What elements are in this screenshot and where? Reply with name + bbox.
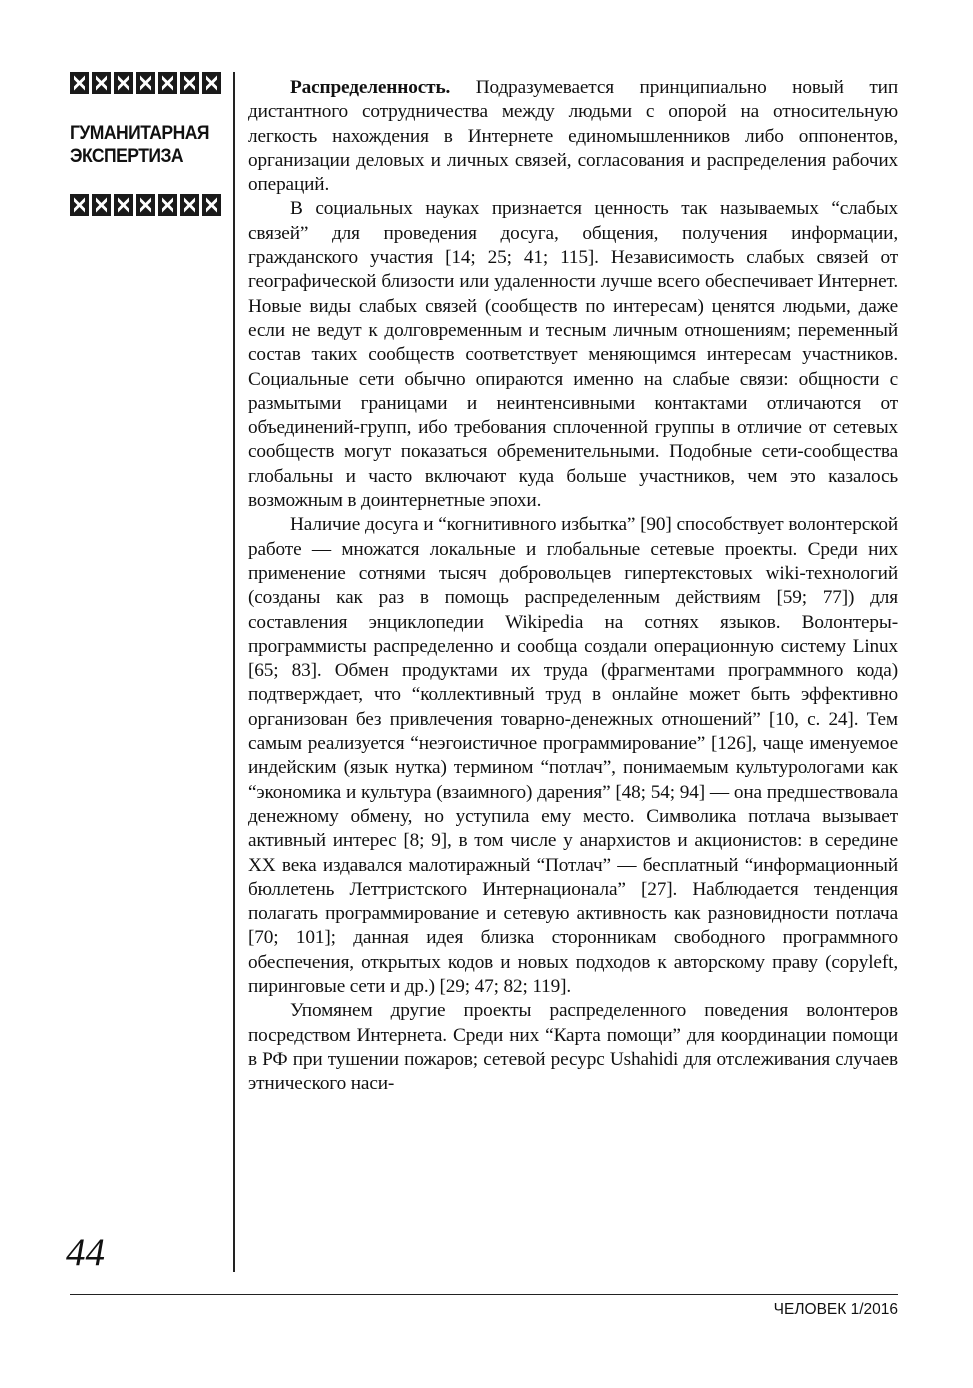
section-title: ГУМАНИТАРНАЯ ЭКСПЕРТИЗА xyxy=(70,122,209,167)
article-body xyxy=(248,76,898,1096)
paragraph-3: Наличие досуга и “когнитивного избытка” [90] способствует волонтерской работе — множатся локальные и глобальные сетевые проекты. Среди них применение сотнями тысяч добровольцев гипертекстовых wiki-технологий (созданы как раз в помощь распределенным действиям [59; 77]) для составления энциклопедии Wikipedia на сотнях языков. Волонтеры-программисты распределенно и сообща создали операционную систему Linux [65; 83]. Обмен продуктами их труда (фрагментами программного кода) подтверждает, что “коллективный труд в онлайне может быть эффективно организован без привлечения товарно-денежных отношений” [10, с. 24]. Тем самым реализуется “неэгоистичное программирование” [126], чаще именуемое индейским (язык нутка) термином “потлач”, понимаемым культурологами как “экономика и культура (взаимного) дарения” [48; 54; 94] — она предшествовала денежному обмену, но уступила ему место. Символика потлача вызывает активный интерес [8; 9], в том числе у анархистов и акционистов: в середине XX века издавался малотиражный “Потлач” — бесплатный “информационный бюллетень Леттристского Интернационала” [27]. Наблюдается тенденция полагать программирование и сетевую активность как разновидности потлача [70; 101]; данная идея близка сторонникам свободного программного обеспечения, открытых кодов и новых подходов к авторскому праву (copyleft, пиринговые сети и др.) [29; 47; 82; 119]. xyxy=(248,514,898,997)
page-number: 44 xyxy=(66,1231,105,1274)
ornament-bottom xyxy=(70,194,225,216)
column-divider xyxy=(233,72,235,1272)
paragraph-1 xyxy=(248,76,898,197)
journal-footer: ЧЕЛОВЕК 1/2016 xyxy=(773,1301,898,1318)
paragraph-4: Упомянем другие проекты распределенного поведения волонтеров посредством Интернета. Среди них “Карта помощи” для координации помощи в РФ при тушении пожаров; сетевой ресурс Ushahidi для отслеживания случаев этнического наси- xyxy=(248,1000,898,1095)
sidebar xyxy=(70,72,225,216)
footer-rule xyxy=(70,1294,898,1295)
ornament-top xyxy=(70,72,225,94)
paragraph-2: В социальных науках признается ценность так называемых “слабых связей” для проведения досуга, общения, получения информации, гражданского участия [14; 25; 41; 115]. Независимость слабых связей от географической близости или удаленности лучше всего обеспечивает Интернет. Новые виды слабых связей (сообществ по интересам) ценятся людьми, даже если не ведут к долговременным и тесным личным отношениям; переменный состав таких сообществ соответствует меняющимся интересам участников. Социальные сети обычно опираются именно на слабые связи: общности с размытыми границами и неинтенсивными контактами отличаются от объединений-групп, ибо требования сплоченной группы в отличие от сетевых сообществ могут показаться обременительными. Подобные сети-сообщества глобальны и часто включают куда больше участников, чем это казалось возможным в доинтернетные эпохи. xyxy=(248,198,898,512)
paragraph-1-text: Подразумевается принципиально новый тип дистантного сотрудничества между людьми с опорой на относительную легкость нахождения в Интернете единомышленников либо оппонентов, организации деловых и личных связей, согласования и распределения рабочих операций. xyxy=(248,77,898,196)
paragraph-lead: Распределенность. xyxy=(290,77,451,98)
